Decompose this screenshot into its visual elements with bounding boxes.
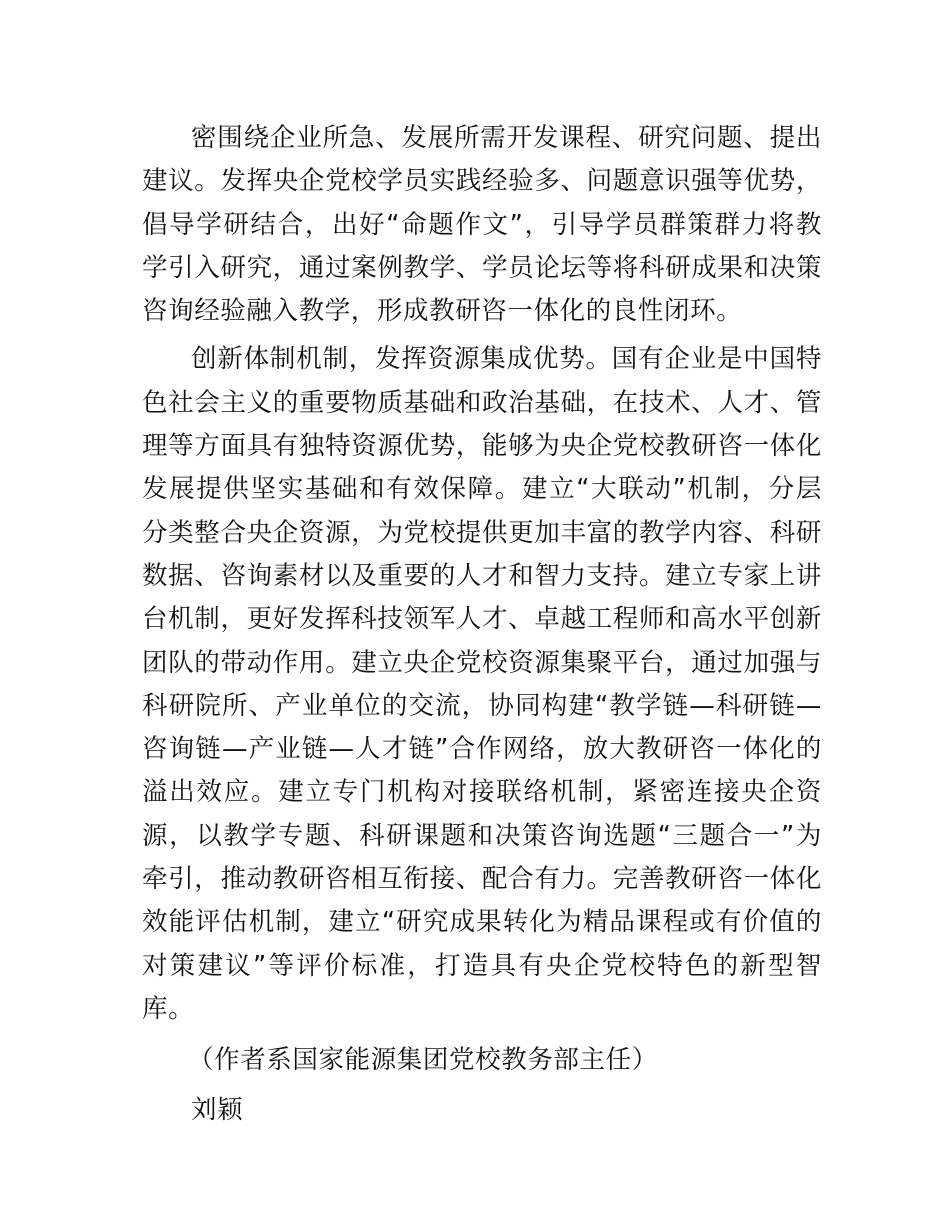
paragraph-2: 创新体制机制，发挥资源集成优势。国有企业是中国特色社会主义的重要物质基础和政治基础，在技术、人才、管理等方面具有独特资源优势，能够为央企党校教研咨一体化发展提供坚实基础和有效保障。建立“大联动”机制，分层分类整合央企资源，为党校提供更加丰富的教学内容、科研数据、咨询素材以及重要的人才和智力支持。建立专家上讲台机制，更好发挥科技领军人才、卓越工程师和高水平创新团队的带动作用。建立央企党校资源集聚平台，通过加强与科研院所、产业单位的交流，协同构建“教学链—科研链—咨询链—产业链—人才链”合作网络，放大教研咨一体化的溢出效应。建立专门机构对接联络机制，紧密连接央企资源，以教学专题、科研课题和决策咨询选题“三题合一”为牵引，推动教研咨相互衔接、配合有力。完善教研咨一体化效能评估机制，建立“研究成果转化为精品课程或有价值的对策建议”等评价标准，打造具有央企党校特色的新型智库。 [142, 344, 822, 1024]
paragraph-1: 密围绕企业所急、发展所需开发课程、研究问题、提出建议。发挥央企党校学员实践经验多、问题意识强等优势，倡导学研结合，出好“命题作文”，引导学员群策群力将教学引入研究，通过案例教学、学员论坛等将科研成果和决策咨询经验融入教学，形成教研咨一体化的良性闭环。 [142, 123, 822, 327]
author-affiliation: （作者系国家能源集团党校教务部主任） [188, 1045, 658, 1076]
document-page [142, 117, 822, 1132]
author-name: 刘颖 [191, 1094, 244, 1125]
